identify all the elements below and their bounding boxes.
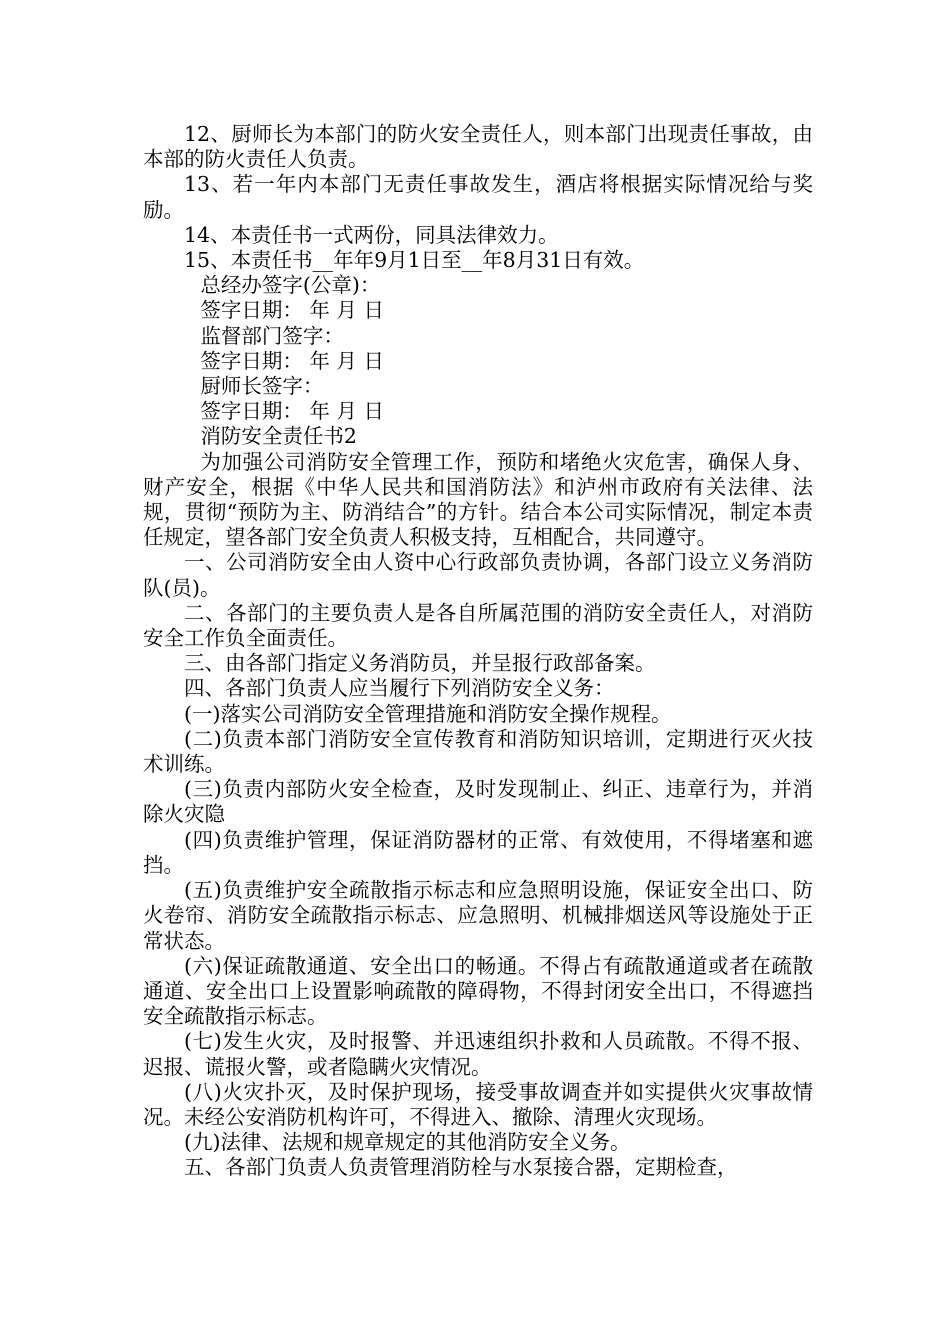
signature-date-3: 签字日期： 年 月 日 xyxy=(200,399,384,424)
paragraph-13: 13、若一年内本部门无责任事故发生，酒店将根据实际情况给与奖励。 xyxy=(143,172,813,222)
paragraph-15: 15、本责任书__年年9月1日至__年8月31日有效。 xyxy=(184,248,645,273)
signature-general-office: 总经办签字(公章)： xyxy=(200,273,381,298)
section-title: 消防安全责任书2 xyxy=(200,424,357,449)
signature-head-chef: 厨师长签字： xyxy=(200,374,324,399)
signature-date-2: 签字日期： 年 月 日 xyxy=(200,348,384,373)
duty-9: (九)法律、法规和规章规定的其他消防安全义务。 xyxy=(184,1130,631,1155)
paragraph-14: 14、本责任书一式两份，同具法律效力。 xyxy=(184,222,559,247)
document-body xyxy=(143,122,813,1181)
clause-1: 一、公司消防安全由人资中心行政部负责协调，各部门设立义务消防队(员)。 xyxy=(143,550,813,600)
intro-paragraph: 为加强公司消防安全管理工作，预防和堵绝火灾危害，确保人身、财产安全，根据《中华人民共和国消防法》和泸州市政府有关法律、法规，贯彻“预防为主、防消结合”的方针。结合本公司实际情况，制定本责任规定，望各部门安全负责人积极支持，互相配合，共同遵守。 xyxy=(143,449,813,550)
signature-date-1: 签字日期： 年 月 日 xyxy=(200,298,384,323)
clause-5: 五、各部门负责人负责管理消防栓与水泵接合器，定期检查， xyxy=(184,1155,738,1180)
duty-2: (二)负责本部门消防安全宣传教育和消防知识培训，定期进行灭火技术训练。 xyxy=(143,726,813,777)
paragraph-12: 12、厨师长为本部门的防火安全责任人，则本部门出现责任事故，由本部的防火责任人负责。 xyxy=(143,122,813,172)
signature-supervision-dept: 监督部门签字： xyxy=(200,323,344,348)
duty-1: (一)落实公司消防安全管理措施和消防安全操作规程。 xyxy=(184,701,672,726)
duty-5: (五)负责维护安全疏散指示标志和应急照明设施，保证安全出口、防火卷帘、消防安全疏散指示标志、应急照明、机械排烟送风等设施处于正常状态。 xyxy=(143,878,813,953)
clause-3: 三、由各部门指定义务消防员，并呈报行政部备案。 xyxy=(184,651,656,676)
clause-4: 四、各部门负责人应当履行下列消防安全义务： xyxy=(184,676,615,701)
duty-6: (六)保证疏散通道、安全出口的畅通。不得占有疏散通道或者在疏散通道、安全出口上设置影响疏散的障碍物，不得封闭安全出口，不得遮挡安全疏散指示标志。 xyxy=(143,953,813,1029)
duty-8: (八)火灾扑灭，及时保护现场，接受事故调查并如实提供火灾事故情况。未经公安消防机构许可，不得进入、撤除、清理火灾现场。 xyxy=(143,1079,813,1129)
clause-2: 二、各部门的主要负责人是各自所属范围的消防安全责任人，对消防安全工作负全面责任。 xyxy=(143,600,813,651)
duty-7: (七)发生火灾，及时报警、并迅速组织扑救和人员疏散。不得不报、迟报、谎报火警，或者隐瞒火灾情况。 xyxy=(143,1029,813,1079)
duty-4: (四)负责维护管理，保证消防器材的正常、有效使用，不得堵塞和遮挡。 xyxy=(143,827,813,877)
duty-3: (三)负责内部防火安全检查，及时发现制止、纠正、违章行为，并消除火灾隐 xyxy=(143,777,813,827)
